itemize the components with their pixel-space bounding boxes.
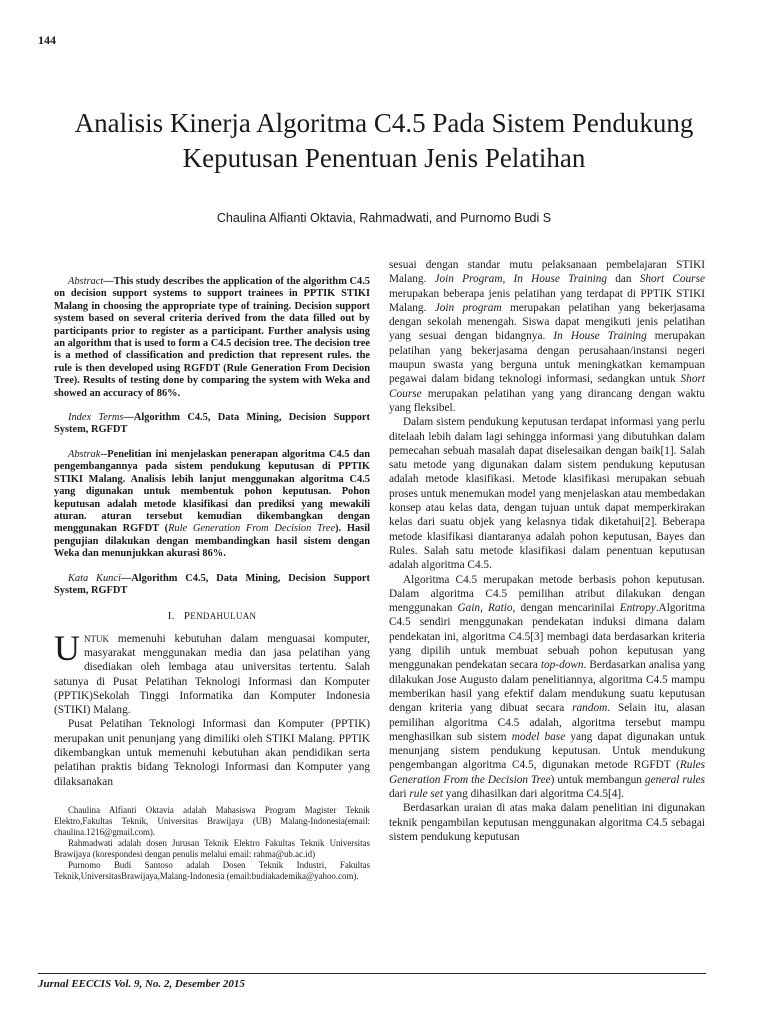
abstract-text: —This study describes the application of the algorithm C4.5 on decision support systems to support trainees in PPTIK STIKI Malang in choosing the appropriate type of training. Decision support system based on several criteria derived from the data filled out by participants prior to register as a participant. Further analysis using an algorithm that is used to form a C4.5 decision tree. The decision tree is a method of classification and prediction that represent rules. the rule is then developed using RGFDT (Rule Generation From Decision Tree). Results of testing done by comparing the system with Weka and showed an accuracy of 86%. [54, 276, 370, 399]
footer-rule [38, 973, 706, 974]
italic-term: rule set [409, 787, 443, 800]
text-run: .Algoritma C4.5 sendiri menggunakan pendekatan induksi dimana dalam pendekatan ini, algoritma C4.5[3] membagi data berdasarkan kriteria yang dipilih untuk membuat sebuah pohon keputusan yang menggunakan pendekatan secara [389, 602, 705, 672]
text-run: sesuai dengan standar mutu pelaksanaan pembelajaran STIKI Malang. [389, 259, 705, 286]
abstrak-indonesian [54, 449, 370, 561]
abstrak-label: Abstrak [68, 448, 101, 460]
intro-paragraph-2: Pusat Pelatihan Teknologi Informasi dan Komputer (PPTIK) merupakan unit penunjang yang dimiliki oleh STIKI Malang. PPTIK dikembangkan untuk memenuhi kebutuhan akan pendidikan serta pelatihan praktis bidang Teknologi Informasi dan Komputer yang dilaksanakan [54, 718, 370, 788]
kata-kunci-label: Kata Kunci [68, 572, 121, 584]
body-paragraph-3 [389, 573, 705, 802]
section-number: I. [167, 610, 175, 623]
author-footnotes [54, 805, 370, 882]
journal-footer: Jurnal EECCIS Vol. 9, No. 2, Desember 2015 [38, 978, 245, 990]
text-run: , dengan mencarinilai [512, 602, 620, 615]
italic-term: Ratio [488, 602, 513, 615]
paper-authors: Chaulina Alfianti Oktavia, Rahmadwati, and Purnomo Budi S [216, 211, 552, 225]
text-run: yang dapat digunakan untuk menunjang sistem pendukung keputusan. Untuk mendukung pengembangan algoritma C4.5, digunakan metode RGFDT ( [389, 730, 706, 772]
text-run: merupakan pelatihan yang bekerjasama dengan perusahaan/instansi negeri maupun swasta yang berguna untuk meningkatkan kemampuan pegawai dalam bidang teknologi informasi, sedangkan untuk [389, 330, 705, 386]
body-paragraph-2: Dalam sistem pendukung keputusan terdapat informasi yang perlu ditelaah lebih dalam lagi sehingga informasi yang dibutuhkan dalam pemecahan sebuah masalah dapat diselesaikan dengan baik[1]. Salah satu metode yang digunakan dalam sistem pendukung keputusan adalah metode klasifikasi. Metode klasifikasi merupakan sebuah proses untuk menemukan model yang menjelaskan atau membedakan konsep atau kelas data, dengan tujuan untuk dapat memperkirakan kelas dari suatu objek yang kelasnya tidak diketahui[2]. Beberapa metode klasifikasi diantaranya adalah pohon keputusan, Bayes dan Rules. Salah satu metode klasifikasi dalam penentuan keputusan adalah algoritma C4.5. [389, 416, 705, 572]
italic-term: random [572, 702, 608, 715]
drop-cap: U [54, 627, 80, 668]
italic-term: Join program [434, 301, 502, 314]
italic-term: general rules [644, 773, 705, 786]
text-run: merupakan pelatihan yang bekerjasama dengan sekolah menengah. Siswa dapat mengikuti jenis pelatihan yang sesuai dengan bidangnya. [389, 301, 705, 343]
italic-term: Join Program [434, 273, 503, 286]
abstract-label: Abstract [68, 276, 104, 287]
text-run: . Berdasarkan analisa yang dilakukan Jose Augusto dalam penelitiannya, algoritma C4.5 mampu memberikan hasil yang efektif dalam mendukung suatu keputusan dengan kriteria yang dibuat secara [389, 659, 706, 715]
abstract-english [54, 276, 370, 400]
text-run: ) untuk membangun [550, 773, 645, 786]
index-terms [54, 412, 370, 437]
italic-term: Short Course [639, 273, 705, 286]
body-paragraph-1 [389, 258, 705, 415]
section-heading [54, 609, 370, 623]
body-paragraph-4: Berdasarkan uraian di atas maka dalam penelitian ini digunakan teknik pengambilan keputusan menggunakan algoritma C4.5 sebagai sistem pendukung keputusan [389, 802, 705, 843]
italic-term: Short Course [389, 373, 705, 400]
text-run: . Selain itu, alasan pemilihan algoritma C4.5 adalah, algoritma tersebut mampu menghasilkan sub sistem [389, 702, 705, 743]
index-terms-text: —Algorithm C4.5, Data Mining, Decision Support System, RGFDT [54, 412, 370, 436]
kata-kunci [54, 573, 370, 598]
text-run: dan [607, 273, 640, 286]
page-number: 144 [38, 33, 56, 47]
section-title-rest: ENDAHULUAN [190, 611, 257, 622]
text-run: yang dihasilkan dari algoritma C4.5[4]. [442, 787, 624, 800]
paper-title: Analisis Kinerja Algoritma C4.5 Pada Sistem Pendukung Keputusan Penentuan Jenis Pelatihan [74, 108, 694, 174]
abstrak-text-part2: ). Hasil pengujian dilakukan dengan membandingkan hasil sistem dengan Weka dan menunjukkan akurasi 86%. [54, 523, 370, 560]
text-run: , [502, 273, 514, 286]
footnote-item: Rahmadwati adalah dosen Jurusan Teknik Elektro Fakultas Teknik Universitas Brawijaya (korespondesi dengan penulis melalui email: rahma@ub.ac.id) [54, 837, 370, 859]
footnote-item: Chaulina Alfianti Oktavia adalah Mahasiswa Program Magister Teknik Elektro,Fakultas Teknik, Universitas Brawijaya (UB) Malang-Indonesia(email: chaulina.1216@gmail.com). [54, 804, 370, 837]
text-run: merupakan beberapa jenis pelatihan yang terdapat di PPTIK STIKI Malang. [389, 287, 705, 314]
section-title-initial: P [183, 610, 191, 623]
footnote-item: Purnomo Budi Santoso adalah Dosen Teknik Industri, Fakultas Teknik,UniversitasBrawijaya,Malang-Indonesia (email:budiakademika@yahoo.com). [54, 859, 370, 881]
text-run: Algoritma C4.5 merupakan metode berbasis pohon keputusan. Dalam algoritma C4.5 pemilihan atribut dilakukan dengan menggunakan [389, 573, 705, 615]
italic-term: Rules Generation From the Decision Tree [389, 759, 705, 786]
italic-term: In House Training [513, 273, 608, 286]
abstrak-text-part1: --Penelitian ini menjelaskan penerapan algoritma C4.5 dan pengembangannya pada sistem pendukung keputusan di PPTIK STIKI Malang. Analisis lebih lanjut menggunakan algoritma C4.5 yang digunakan untuk membentuk pohon keputusan. Pohon keputusan adalah metode klasifikasi dan prediksi yang mewakili aturan. aturan tersebut kemudian dikembangkan dengan menggunakan RGFDT ( [54, 448, 370, 535]
right-column [389, 258, 705, 844]
text-run: merupakan pelatihan yang yang dirancang dengan waktu yang fleksibel. [389, 387, 705, 414]
italic-term: model base [511, 730, 566, 743]
first-word-smallcaps: NTUK [84, 633, 109, 644]
kata-kunci-text: —Algorithm C4.5, Data Mining, Decision Support System, RGFDT [54, 572, 370, 596]
text-run: dari [389, 787, 410, 800]
index-terms-label: Index Terms [68, 412, 124, 424]
italic-term: top-down [540, 659, 584, 672]
italic-term: Gain [457, 602, 481, 615]
text-run: , [480, 602, 489, 615]
italic-term: Entropy [619, 602, 656, 615]
intro-p1-text: memenuhi kebutuhan dalam menguasai komputer, masyarakat menggunakan media dan jasa pelatihan yang disediakan oleh lembaga atau universitas tertentu. Salah satunya di Pusat Pelatihan Teknologi Informasi dan Komputer (PPTIK)Sekolah Tinggi Informatika dan Komputer Indonesia (STIKI) Malang. [54, 632, 370, 717]
left-column [54, 276, 370, 882]
abstrak-text-italic: Rule Generation From Decision Tree [168, 523, 336, 535]
italic-term: In House Training [553, 330, 647, 343]
intro-paragraph-1 [54, 627, 370, 718]
